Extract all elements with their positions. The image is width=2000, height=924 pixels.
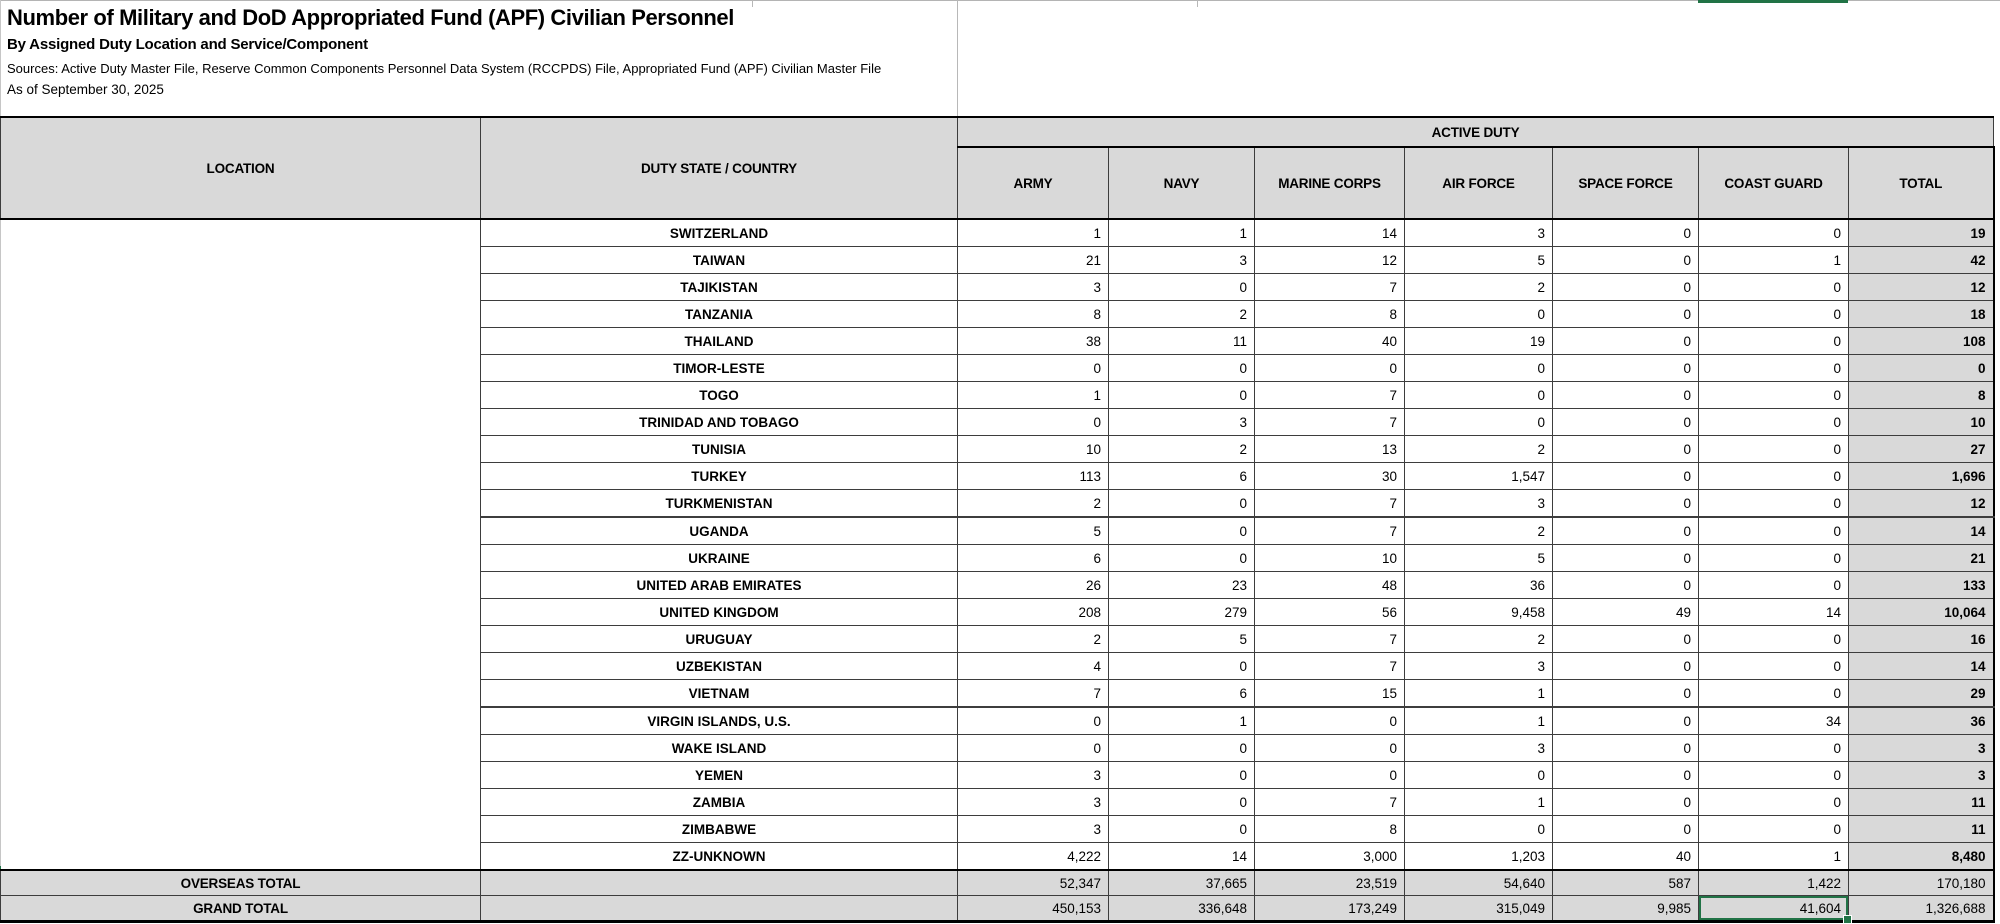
army-cell[interactable]: 2 (958, 490, 1109, 518)
navy-cell[interactable]: 0 (1109, 735, 1255, 762)
marine-corps-cell[interactable]: 40 (1255, 328, 1405, 355)
overseas-navy-cell[interactable]: 37,665 (1109, 870, 1255, 896)
country-cell[interactable]: SWITZERLAND (481, 219, 958, 247)
overseas-coast-guard-cell[interactable]: 1,422 (1699, 870, 1849, 896)
overseas-marine-corps-cell[interactable]: 23,519 (1255, 870, 1405, 896)
navy-cell[interactable]: 0 (1109, 545, 1255, 572)
vertical-gridline-stub (1197, 0, 1198, 7)
coast-guard-cell[interactable]: 0 (1699, 789, 1849, 816)
navy-cell[interactable]: 2 (1109, 301, 1255, 328)
total-cell[interactable]: 12 (1849, 490, 1994, 518)
coast-guard-cell[interactable]: 0 (1699, 328, 1849, 355)
header-location[interactable]: LOCATION (1, 117, 481, 219)
header-row-group (1, 117, 1994, 147)
marine-corps-cell[interactable]: 30 (1255, 463, 1405, 490)
army-cell[interactable]: 113 (958, 463, 1109, 490)
grand-army-cell[interactable]: 450,153 (958, 896, 1109, 922)
grand-space-force-cell[interactable]: 9,985 (1553, 896, 1699, 922)
grand-marine-corps-cell[interactable]: 173,249 (1255, 896, 1405, 922)
space-force-cell[interactable]: 0 (1553, 626, 1699, 653)
coast-guard-cell[interactable]: 0 (1699, 816, 1849, 843)
total-cell[interactable]: 21 (1849, 545, 1994, 572)
space-force-cell[interactable]: 0 (1553, 735, 1699, 762)
space-force-cell[interactable]: 0 (1553, 409, 1699, 436)
overseas-space-force-cell[interactable]: 587 (1553, 870, 1699, 896)
total-cell[interactable]: 11 (1849, 789, 1994, 816)
marine-corps-cell[interactable]: 14 (1255, 219, 1405, 247)
country-cell[interactable]: URUGUAY (481, 626, 958, 653)
coast-guard-cell[interactable]: 0 (1699, 463, 1849, 490)
space-force-cell[interactable]: 0 (1553, 490, 1699, 518)
header-navy[interactable]: NAVY (1109, 147, 1255, 219)
coast-guard-cell[interactable]: 0 (1699, 355, 1849, 382)
coast-guard-cell[interactable]: 14 (1699, 599, 1849, 626)
marine-corps-cell[interactable]: 0 (1255, 735, 1405, 762)
air-force-cell[interactable]: 19 (1405, 328, 1553, 355)
overseas-air-force-cell[interactable]: 54,640 (1405, 870, 1553, 896)
total-cell[interactable]: 8,480 (1849, 843, 1994, 871)
marine-corps-cell[interactable]: 7 (1255, 789, 1405, 816)
space-force-cell[interactable]: 0 (1553, 328, 1699, 355)
navy-cell[interactable]: 279 (1109, 599, 1255, 626)
selection-column-top-marker (1698, 0, 1848, 3)
country-cell[interactable]: VIETNAM (481, 680, 958, 708)
army-cell[interactable]: 5 (958, 517, 1109, 545)
country-cell[interactable]: UKRAINE (481, 545, 958, 572)
header-army[interactable]: ARMY (958, 147, 1109, 219)
coast-guard-cell[interactable]: 0 (1699, 219, 1849, 247)
space-force-cell[interactable]: 0 (1553, 707, 1699, 735)
marine-corps-cell[interactable]: 7 (1255, 626, 1405, 653)
total-cell[interactable]: 10,064 (1849, 599, 1994, 626)
coast-guard-cell[interactable]: 0 (1699, 517, 1849, 545)
marine-corps-cell[interactable]: 0 (1255, 762, 1405, 789)
marine-corps-cell[interactable]: 7 (1255, 409, 1405, 436)
total-cell[interactable]: 8 (1849, 382, 1994, 409)
total-cell[interactable]: 29 (1849, 680, 1994, 708)
table-body (1, 219, 1994, 870)
country-cell[interactable]: THAILAND (481, 328, 958, 355)
marine-corps-cell[interactable]: 8 (1255, 301, 1405, 328)
coast-guard-cell[interactable]: 0 (1699, 653, 1849, 680)
country-cell[interactable]: TAIWAN (481, 247, 958, 274)
air-force-cell[interactable]: 1,203 (1405, 843, 1553, 871)
space-force-cell[interactable]: 0 (1553, 789, 1699, 816)
army-cell[interactable]: 4 (958, 653, 1109, 680)
army-cell[interactable]: 7 (958, 680, 1109, 708)
air-force-cell[interactable]: 3 (1405, 490, 1553, 518)
navy-cell[interactable]: 2 (1109, 436, 1255, 463)
air-force-cell[interactable]: 1 (1405, 707, 1553, 735)
navy-cell[interactable]: 23 (1109, 572, 1255, 599)
total-cell[interactable]: 108 (1849, 328, 1994, 355)
overseas-total-cell[interactable]: 170,180 (1849, 870, 1994, 896)
header-duty-state-country[interactable]: DUTY STATE / COUNTRY (481, 117, 958, 219)
total-cell[interactable]: 133 (1849, 572, 1994, 599)
country-cell[interactable]: TRINIDAD AND TOBAGO (481, 409, 958, 436)
air-force-cell[interactable]: 1 (1405, 789, 1553, 816)
coast-guard-cell[interactable]: 0 (1699, 436, 1849, 463)
air-force-cell[interactable]: 2 (1405, 436, 1553, 463)
total-cell[interactable]: 14 (1849, 653, 1994, 680)
coast-guard-cell[interactable]: 1 (1699, 247, 1849, 274)
space-force-cell[interactable]: 0 (1553, 816, 1699, 843)
marine-corps-cell[interactable]: 13 (1255, 436, 1405, 463)
air-force-cell[interactable]: 0 (1405, 816, 1553, 843)
air-force-cell[interactable]: 5 (1405, 545, 1553, 572)
header-air-force[interactable]: AIR FORCE (1405, 147, 1553, 219)
country-cell[interactable]: TOGO (481, 382, 958, 409)
navy-cell[interactable]: 0 (1109, 490, 1255, 518)
country-cell[interactable]: VIRGIN ISLANDS, U.S. (481, 707, 958, 735)
air-force-cell[interactable]: 3 (1405, 653, 1553, 680)
grand-air-force-cell[interactable]: 315,049 (1405, 896, 1553, 922)
header-total[interactable]: TOTAL (1849, 147, 1994, 219)
total-cell[interactable]: 19 (1849, 219, 1994, 247)
marine-corps-cell[interactable]: 7 (1255, 490, 1405, 518)
total-cell[interactable]: 42 (1849, 247, 1994, 274)
coast-guard-cell[interactable]: 1 (1699, 843, 1849, 871)
space-force-cell[interactable]: 0 (1553, 463, 1699, 490)
country-cell[interactable]: UNITED KINGDOM (481, 599, 958, 626)
country-cell[interactable]: TANZANIA (481, 301, 958, 328)
as-of-line: As of September 30, 2025 (7, 82, 164, 97)
location-merged-cell[interactable] (1, 219, 481, 870)
fill-handle[interactable] (1843, 915, 1852, 924)
space-force-cell[interactable]: 0 (1553, 436, 1699, 463)
army-cell[interactable]: 21 (958, 247, 1109, 274)
air-force-cell[interactable]: 3 (1405, 735, 1553, 762)
header-space-force[interactable]: SPACE FORCE (1553, 147, 1699, 219)
total-cell[interactable]: 10 (1849, 409, 1994, 436)
overseas-total-label[interactable]: OVERSEAS TOTAL (1, 870, 481, 896)
navy-cell[interactable]: 3 (1109, 409, 1255, 436)
space-force-cell[interactable]: 0 (1553, 545, 1699, 572)
space-force-cell[interactable]: 0 (1553, 274, 1699, 301)
air-force-cell[interactable]: 0 (1405, 762, 1553, 789)
total-cell[interactable]: 14 (1849, 517, 1994, 545)
air-force-cell[interactable]: 1,547 (1405, 463, 1553, 490)
header-coast-guard[interactable]: COAST GUARD (1699, 147, 1849, 219)
sources-line: Sources: Active Duty Master File, Reserve Common Components Personnel Data System (RCCPDS) File, Appropriated Fund (APF) Civilian Master File (7, 61, 882, 76)
air-force-cell[interactable]: 2 (1405, 517, 1553, 545)
total-cell[interactable]: 3 (1849, 735, 1994, 762)
army-cell[interactable]: 38 (958, 328, 1109, 355)
army-cell[interactable]: 1 (958, 382, 1109, 409)
overseas-duty-empty-cell[interactable] (481, 870, 958, 896)
army-cell[interactable]: 208 (958, 599, 1109, 626)
country-cell[interactable]: YEMEN (481, 762, 958, 789)
total-cell[interactable]: 27 (1849, 436, 1994, 463)
air-force-cell[interactable]: 5 (1405, 247, 1553, 274)
army-cell[interactable]: 10 (958, 436, 1109, 463)
total-cell[interactable]: 36 (1849, 707, 1994, 735)
navy-cell[interactable]: 3 (1109, 247, 1255, 274)
space-force-cell[interactable]: 0 (1553, 355, 1699, 382)
overseas-total-row (1, 870, 1994, 896)
coast-guard-cell[interactable]: 0 (1699, 545, 1849, 572)
marine-corps-cell[interactable]: 15 (1255, 680, 1405, 708)
country-cell[interactable]: ZAMBIA (481, 789, 958, 816)
air-force-cell[interactable]: 2 (1405, 626, 1553, 653)
total-cell[interactable]: 0 (1849, 355, 1994, 382)
air-force-cell[interactable]: 3 (1405, 219, 1553, 247)
grand-duty-empty-cell[interactable] (481, 896, 958, 922)
vertical-gridline (957, 0, 958, 116)
total-cell[interactable]: 1,696 (1849, 463, 1994, 490)
grand-navy-cell[interactable]: 336,648 (1109, 896, 1255, 922)
country-cell[interactable]: ZZ-UNKNOWN (481, 843, 958, 871)
coast-guard-cell[interactable]: 0 (1699, 382, 1849, 409)
army-cell[interactable]: 6 (958, 545, 1109, 572)
space-force-cell[interactable]: 0 (1553, 572, 1699, 599)
total-cell[interactable]: 16 (1849, 626, 1994, 653)
army-cell[interactable]: 0 (958, 707, 1109, 735)
navy-cell[interactable]: 0 (1109, 789, 1255, 816)
space-force-cell[interactable]: 0 (1553, 680, 1699, 708)
country-cell[interactable]: WAKE ISLAND (481, 735, 958, 762)
army-cell[interactable]: 26 (958, 572, 1109, 599)
country-cell[interactable]: TUNISIA (481, 436, 958, 463)
title-block (7, 5, 881, 97)
air-force-cell[interactable]: 36 (1405, 572, 1553, 599)
country-cell[interactable]: TIMOR-LESTE (481, 355, 958, 382)
marine-corps-cell[interactable]: 0 (1255, 707, 1405, 735)
coast-guard-cell[interactable]: 0 (1699, 274, 1849, 301)
navy-cell[interactable]: 0 (1109, 816, 1255, 843)
navy-cell[interactable]: 6 (1109, 463, 1255, 490)
army-cell[interactable]: 2 (958, 626, 1109, 653)
space-force-cell[interactable]: 49 (1553, 599, 1699, 626)
coast-guard-cell[interactable]: 0 (1699, 735, 1849, 762)
army-cell[interactable]: 3 (958, 274, 1109, 301)
marine-corps-cell[interactable]: 12 (1255, 247, 1405, 274)
coast-guard-cell[interactable]: 0 (1699, 409, 1849, 436)
air-force-cell[interactable]: 0 (1405, 301, 1553, 328)
army-cell[interactable]: 1 (958, 219, 1109, 247)
marine-corps-cell[interactable]: 7 (1255, 653, 1405, 680)
navy-cell[interactable]: 6 (1109, 680, 1255, 708)
navy-cell[interactable]: 14 (1109, 843, 1255, 871)
air-force-cell[interactable]: 0 (1405, 409, 1553, 436)
marine-corps-cell[interactable]: 48 (1255, 572, 1405, 599)
total-cell[interactable]: 12 (1849, 274, 1994, 301)
army-cell[interactable]: 3 (958, 816, 1109, 843)
grand-total-label[interactable]: GRAND TOTAL (1, 896, 481, 922)
space-force-cell[interactable]: 0 (1553, 301, 1699, 328)
marine-corps-cell[interactable]: 8 (1255, 816, 1405, 843)
navy-cell[interactable]: 0 (1109, 762, 1255, 789)
country-cell[interactable]: TURKMENISTAN (481, 490, 958, 518)
army-cell[interactable]: 0 (958, 735, 1109, 762)
navy-cell[interactable]: 0 (1109, 517, 1255, 545)
army-cell[interactable]: 3 (958, 789, 1109, 816)
navy-cell[interactable]: 5 (1109, 626, 1255, 653)
navy-cell[interactable]: 0 (1109, 274, 1255, 301)
air-force-cell[interactable]: 0 (1405, 382, 1553, 409)
coast-guard-cell[interactable]: 0 (1699, 490, 1849, 518)
navy-cell[interactable]: 0 (1109, 653, 1255, 680)
marine-corps-cell[interactable]: 7 (1255, 517, 1405, 545)
space-force-cell[interactable]: 0 (1553, 517, 1699, 545)
space-force-cell[interactable]: 0 (1553, 653, 1699, 680)
coast-guard-cell[interactable]: 0 (1699, 762, 1849, 789)
marine-corps-cell[interactable]: 56 (1255, 599, 1405, 626)
country-cell[interactable]: UZBEKISTAN (481, 653, 958, 680)
grand-total-cell[interactable]: 1,326,688 (1849, 896, 1994, 922)
marine-corps-cell[interactable]: 7 (1255, 274, 1405, 301)
country-cell[interactable]: UNITED ARAB EMIRATES (481, 572, 958, 599)
header-marine-corps[interactable]: MARINE CORPS (1255, 147, 1405, 219)
grand-total-row (1, 896, 1994, 922)
total-cell[interactable]: 3 (1849, 762, 1994, 789)
space-force-cell[interactable]: 40 (1553, 843, 1699, 871)
navy-cell[interactable]: 0 (1109, 382, 1255, 409)
personnel-table (0, 116, 1995, 923)
country-cell[interactable]: ZIMBABWE (481, 816, 958, 843)
navy-cell[interactable]: 1 (1109, 707, 1255, 735)
marine-corps-cell[interactable]: 10 (1255, 545, 1405, 572)
coast-guard-cell[interactable]: 0 (1699, 572, 1849, 599)
air-force-cell[interactable]: 9,458 (1405, 599, 1553, 626)
space-force-cell[interactable]: 0 (1553, 382, 1699, 409)
army-cell[interactable]: 4,222 (958, 843, 1109, 871)
army-cell[interactable]: 0 (958, 355, 1109, 382)
country-cell[interactable]: TURKEY (481, 463, 958, 490)
grand-coast-guard-cell[interactable]: 41,604 (1699, 896, 1849, 922)
coast-guard-cell[interactable]: 0 (1699, 626, 1849, 653)
coast-guard-cell[interactable]: 34 (1699, 707, 1849, 735)
marine-corps-cell[interactable]: 7 (1255, 382, 1405, 409)
air-force-cell[interactable]: 0 (1405, 355, 1553, 382)
total-cell[interactable]: 11 (1849, 816, 1994, 843)
marine-corps-cell[interactable]: 3,000 (1255, 843, 1405, 871)
navy-cell[interactable]: 0 (1109, 355, 1255, 382)
navy-cell[interactable]: 1 (1109, 219, 1255, 247)
page-subtitle: By Assigned Duty Location and Service/Component (7, 36, 368, 53)
navy-cell[interactable]: 11 (1109, 328, 1255, 355)
space-force-cell[interactable]: 0 (1553, 219, 1699, 247)
page-title: Number of Military and DoD Appropriated Fund (APF) Civilian Personnel (7, 5, 734, 30)
space-force-cell[interactable]: 0 (1553, 247, 1699, 274)
overseas-army-cell[interactable]: 52,347 (958, 870, 1109, 896)
total-cell[interactable]: 18 (1849, 301, 1994, 328)
marine-corps-cell[interactable]: 0 (1255, 355, 1405, 382)
army-cell[interactable]: 8 (958, 301, 1109, 328)
coast-guard-cell[interactable]: 0 (1699, 680, 1849, 708)
air-force-cell[interactable]: 2 (1405, 274, 1553, 301)
air-force-cell[interactable]: 1 (1405, 680, 1553, 708)
army-cell[interactable]: 3 (958, 762, 1109, 789)
country-cell[interactable]: UGANDA (481, 517, 958, 545)
header-active-duty[interactable]: ACTIVE DUTY (958, 117, 1994, 147)
space-force-cell[interactable]: 0 (1553, 762, 1699, 789)
coast-guard-cell[interactable]: 0 (1699, 301, 1849, 328)
army-cell[interactable]: 0 (958, 409, 1109, 436)
table-row (1, 219, 1994, 247)
country-cell[interactable]: TAJIKISTAN (481, 274, 958, 301)
